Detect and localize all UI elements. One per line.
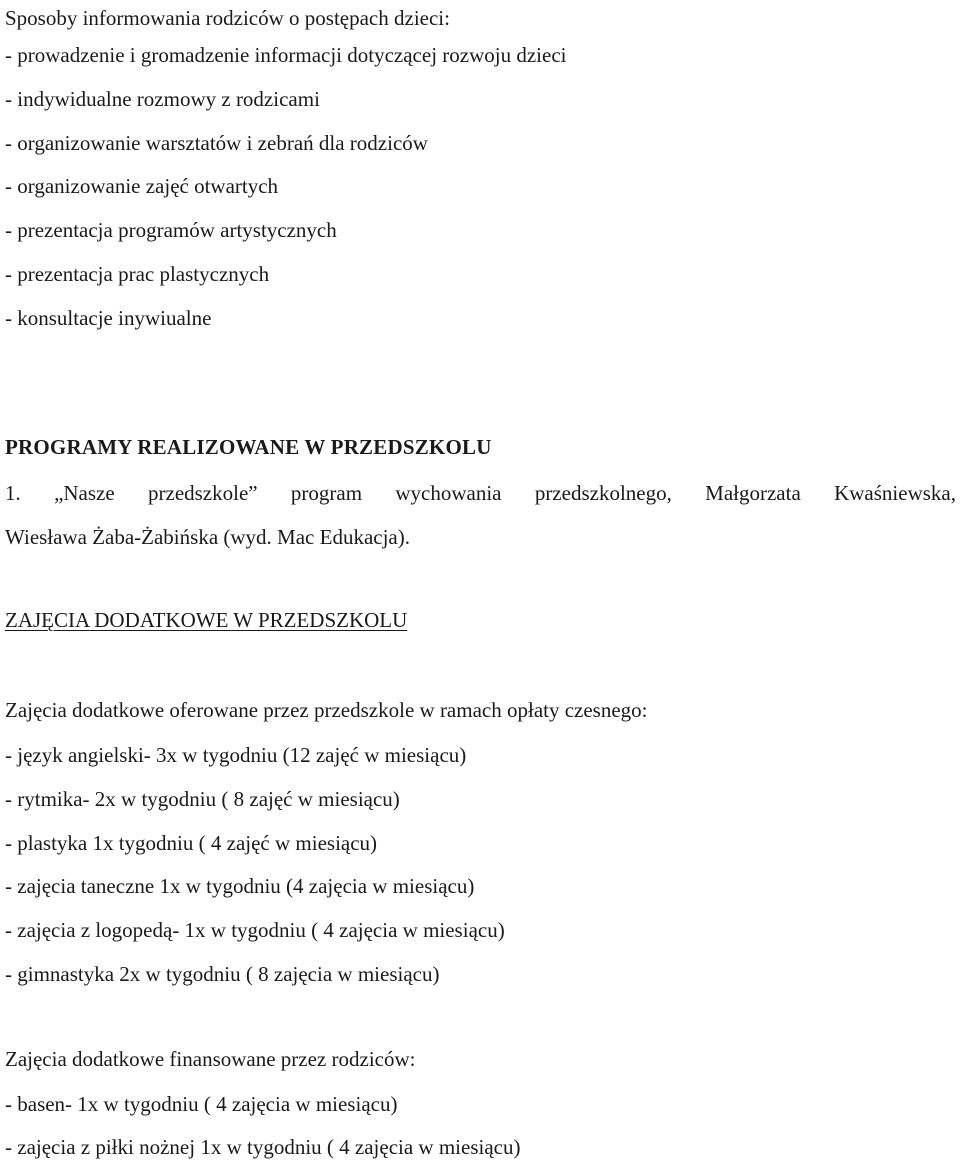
list-item: - prowadzenie i gromadzenie informacji dotyczącej rozwoju dzieci: [5, 43, 567, 67]
extra-classes-heading: ZAJĘCIA DODATKOWE W PRZEDSZKOLU: [5, 608, 408, 632]
program-item-line2: Wiesława Żaba-Żabińska (wyd. Mac Edukacja).: [5, 525, 410, 549]
list-item: - zajęcia z piłki nożnej 1x w tygodniu ( 4 zajęcia w miesiącu): [5, 1135, 521, 1159]
paid-classes-intro: Zajęcia dodatkowe finansowane przez rodziców:: [5, 1047, 416, 1071]
list-item: - organizowanie zajęć otwartych: [5, 174, 279, 198]
programs-heading: PROGRAMY REALIZOWANE W PRZEDSZKOLU: [5, 435, 492, 459]
list-item: - zajęcia taneczne 1x w tygodniu (4 zajęcia w miesiącu): [5, 874, 475, 898]
list-item: - język angielski- 3x w tygodniu (12 zajęć w miesiącu): [5, 743, 467, 767]
list-item: - zajęcia z logopedą- 1x w tygodniu ( 4 zajęcia w miesiącu): [5, 918, 505, 942]
section-title-parent-info: Sposoby informowania rodziców o postępach dzieci:: [5, 6, 450, 30]
list-item: - plastyka 1x tygodniu ( 4 zajęć w miesiącu): [5, 831, 378, 855]
list-item: - organizowanie warsztatów i zebrań dla rodziców: [5, 131, 428, 155]
list-item: - konsultacje inywiualne: [5, 306, 212, 330]
included-classes-intro: Zajęcia dodatkowe oferowane przez przedszkole w ramach opłaty czesnego:: [5, 698, 648, 722]
program-item-line1: 1. „Nasze przedszkole” program wychowania przedszkolnego, Małgorzata Kwaśniewska,: [5, 481, 956, 505]
list-item: - basen- 1x w tygodniu ( 4 zajęcia w miesiącu): [5, 1092, 398, 1116]
list-item: - prezentacja prac plastycznych: [5, 262, 270, 286]
list-item: - rytmika- 2x w tygodniu ( 8 zajęć w miesiącu): [5, 787, 400, 811]
list-item: - gimnastyka 2x w tygodniu ( 8 zajęcia w miesiącu): [5, 962, 440, 986]
list-item: - indywidualne rozmowy z rodzicami: [5, 87, 320, 111]
list-item: - prezentacja programów artystycznych: [5, 218, 337, 242]
